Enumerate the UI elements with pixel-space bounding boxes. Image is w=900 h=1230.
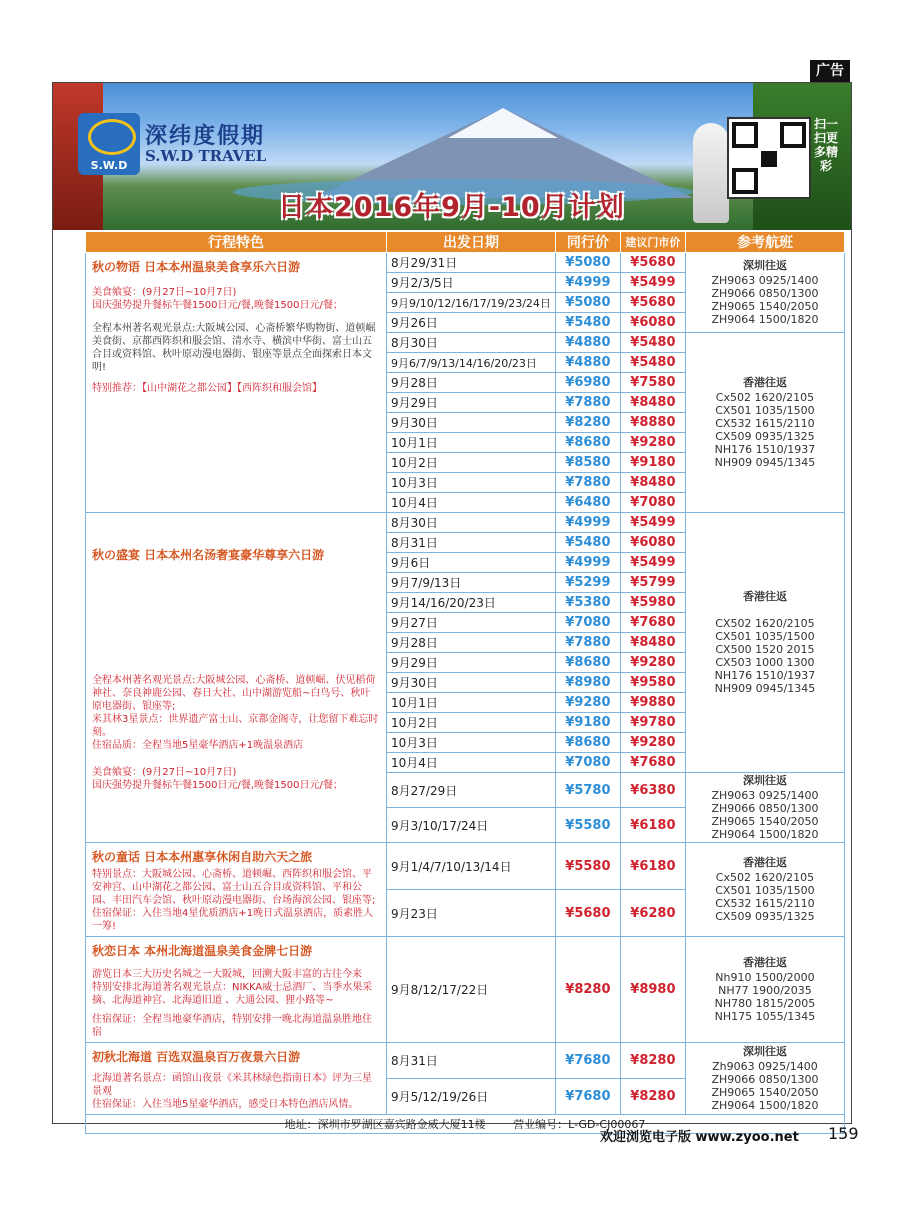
- market-price: ¥9780: [620, 713, 685, 733]
- departure-date: 8月31日: [387, 533, 556, 553]
- departure-date: 10月3日: [387, 473, 556, 493]
- flight-line: CX501 1035/1500: [715, 404, 815, 417]
- market-price: ¥9280: [620, 653, 685, 673]
- logo-ring-icon: [88, 119, 136, 155]
- flight-line: CX502 1620/2105: [715, 617, 815, 630]
- tour5-flights-sz: [685, 1043, 844, 1115]
- tour4-note: 住宿保证：全程当地豪华酒店，特别安排一晚北海道温泉胜地住宿: [92, 1014, 372, 1038]
- peer-price: ¥8680: [555, 433, 620, 453]
- market-price: ¥7680: [620, 613, 685, 633]
- tour4-features: [86, 937, 387, 1043]
- flight-route-head: 深圳往返: [742, 774, 787, 787]
- departure-date: 10月4日: [387, 493, 556, 513]
- departure-date: 9月6/7/9/13/14/16/20/23日: [387, 353, 556, 373]
- ad-label: 广告: [810, 60, 850, 82]
- tour2-flights-sz: [685, 773, 844, 843]
- header-date: 出发日期: [387, 232, 556, 253]
- tour4-note: 特别安排北海道著名观光景点：NIKKA威士忌酒厂、当季水果采摘、北海道神宫、北海道旧道 、大通公园、狸小路等~: [92, 982, 373, 1006]
- table-row: [86, 253, 845, 273]
- qr-code-icon[interactable]: [727, 117, 811, 199]
- peer-price: ¥7680: [555, 1079, 620, 1115]
- tour3-title: 秋の童话 日本本州惠享休闲自助六天之旅: [92, 850, 313, 864]
- header-market-price: 建议门市价: [620, 232, 685, 253]
- flight-route-head: 香港往返: [742, 956, 787, 969]
- peer-price: ¥5080: [555, 293, 620, 313]
- peer-price: ¥5580: [555, 843, 620, 890]
- peer-price: ¥4999: [555, 513, 620, 533]
- departure-date: 9月3/10/17/24日: [387, 808, 556, 843]
- flight-line: ZH9065 1540/2050: [711, 1086, 819, 1099]
- peer-price: ¥5299: [555, 573, 620, 593]
- departure-date: 9月9/10/12/16/17/19/23/24日: [387, 293, 556, 313]
- peer-price: ¥7880: [555, 633, 620, 653]
- snow-cap-image: [448, 108, 558, 138]
- peer-price: ¥4999: [555, 553, 620, 573]
- header-peer-price: 同行价: [555, 232, 620, 253]
- departure-date: 9月29日: [387, 653, 556, 673]
- flight-route-head: 深圳往返: [742, 259, 787, 272]
- flight-line: CX501 1035/1500: [715, 630, 815, 643]
- departure-date: 9月27日: [387, 613, 556, 633]
- departure-date: 9月28日: [387, 633, 556, 653]
- market-price: ¥5499: [620, 273, 685, 293]
- market-price: ¥7680: [620, 753, 685, 773]
- flight-line: NH176 1510/1937: [714, 669, 816, 682]
- tour2-note: 米其林3星景点：世界遗产富士山、京都金阁寺，让您留下难忘时刻。: [92, 714, 379, 738]
- departure-date: 9月2/3/5日: [387, 273, 556, 293]
- market-price: ¥8280: [620, 1079, 685, 1115]
- tour2-features: [86, 513, 387, 843]
- flight-line: NH77 1900/2035: [718, 984, 812, 997]
- flight-line: ZH9064 1500/1820: [711, 1099, 819, 1112]
- table-row: [86, 1043, 845, 1079]
- market-price: ¥6180: [620, 843, 685, 890]
- departure-date: 9月7/9/13日: [387, 573, 556, 593]
- peer-price: ¥8280: [555, 937, 620, 1043]
- market-price: ¥8480: [620, 473, 685, 493]
- market-price: ¥8980: [620, 937, 685, 1043]
- tour3-note: 住宿保证：入住当地4星优质酒店+1晚日式温泉酒店，质素胜人一筹!: [92, 908, 374, 932]
- market-price: ¥8280: [620, 1043, 685, 1079]
- tour4-note: 游览日本三大历史名城之一大阪城，回溯大阪丰富的古往今来: [92, 969, 362, 980]
- market-price: ¥6180: [620, 808, 685, 843]
- market-price: ¥8880: [620, 413, 685, 433]
- departure-date: 9月30日: [387, 413, 556, 433]
- market-price: ¥6280: [620, 890, 685, 937]
- market-price: ¥5499: [620, 513, 685, 533]
- market-price: ¥9880: [620, 693, 685, 713]
- departure-date: 10月2日: [387, 453, 556, 473]
- tour3-note: 特别景点：大阪城公园、心斋桥、道顿崛、西阵织和服会馆、平安神宫、山中湖花之都公园、富士山五合目或资料馆、平和公园、丰田汽车会馆、秋叶原动漫电器街、台场海滨公园、银座等;: [92, 869, 376, 906]
- departure-date: 9月26日: [387, 313, 556, 333]
- brand-name-cn: 深纬度假期: [145, 123, 266, 149]
- market-price: ¥9280: [620, 733, 685, 753]
- tour2-note: 住宿品质：全程当地5星豪华酒店+1晚温泉酒店: [92, 740, 304, 751]
- departure-date: 8月29/31日: [387, 253, 556, 273]
- departure-date: 9月23日: [387, 890, 556, 937]
- departure-date: 10月1日: [387, 433, 556, 453]
- table-row: [86, 843, 845, 890]
- peer-price: ¥7880: [555, 473, 620, 493]
- tour5-title: 初秋北海道 百选双温泉百万夜景六日游: [92, 1050, 301, 1064]
- market-price: ¥8480: [620, 393, 685, 413]
- peer-price: ¥9280: [555, 693, 620, 713]
- flight-line: NH780 1815/2005: [714, 997, 816, 1010]
- header-feature: 行程特色: [86, 232, 387, 253]
- flight-line: ZH9065 1540/2050: [711, 300, 819, 313]
- tour1-flights-hk: [685, 333, 844, 513]
- market-price: ¥5799: [620, 573, 685, 593]
- page-number: 159: [828, 1124, 859, 1143]
- peer-price: ¥6480: [555, 493, 620, 513]
- departure-date: 8月30日: [387, 513, 556, 533]
- footer-address: 地址：深圳市罗湖区嘉宾路金威大厦11楼: [284, 1118, 486, 1131]
- peer-price: ¥7080: [555, 753, 620, 773]
- tour1-title: 秋の物语 日本本州温泉美食享乐六日游: [92, 260, 301, 274]
- flight-line: NH909 0945/1345: [714, 456, 816, 469]
- flight-line: ZH9066 0850/1300: [711, 802, 819, 815]
- market-price: ¥5980: [620, 593, 685, 613]
- departure-date: 10月3日: [387, 733, 556, 753]
- market-price: ¥9180: [620, 453, 685, 473]
- departure-date: 10月4日: [387, 753, 556, 773]
- market-price: ¥5680: [620, 253, 685, 273]
- itinerary-table: [85, 231, 845, 1134]
- departure-date: 8月27/29日: [387, 773, 556, 808]
- tour1-note: 全程本州著名观光景点:大阪城公园、心斋桥繁华购物街、道顿崛美食街、京都西阵织和服会馆、清水寺、横滨中华街、富士山五合目或资料馆、秋叶原动漫电器街、银座等景点全面探索日本文明!: [92, 323, 376, 373]
- market-price: ¥5680: [620, 293, 685, 313]
- departure-date: 9月1/4/7/10/13/14日: [387, 843, 556, 890]
- market-price: ¥5480: [620, 353, 685, 373]
- flight-line: Nh910 1500/2000: [715, 971, 815, 984]
- departure-date: 9月8/12/17/22日: [387, 937, 556, 1043]
- market-price: ¥5480: [620, 333, 685, 353]
- departure-date: 8月30日: [387, 333, 556, 353]
- peer-price: ¥7680: [555, 1043, 620, 1079]
- flight-line: NH909 0945/1345: [714, 682, 816, 695]
- tour2-note: 美食飨宴：(9月27日~10月7日): [92, 767, 237, 778]
- market-price: ¥9280: [620, 433, 685, 453]
- flight-line: CX509 0935/1325: [715, 910, 815, 923]
- peer-price: ¥6980: [555, 373, 620, 393]
- departure-date: 9月28日: [387, 373, 556, 393]
- tour2-note: 全程本州著名观光景点:大阪城公园、心斋桥、道顿崛、伏见稻荷神社、奈良神鹿公园、春日大社、山中湖游览船~白鸟号、秋叶原电器街、银座等;: [92, 675, 376, 712]
- flight-line: CX501 1035/1500: [715, 884, 815, 897]
- qr-hint: 扫一扫更多精彩: [813, 117, 838, 173]
- peer-price: ¥4880: [555, 333, 620, 353]
- flight-line: ZH9063 0925/1400: [711, 274, 819, 287]
- tour1-note: 特别推荐：【山中湖花之都公园】【西阵织和服会馆】: [92, 383, 322, 394]
- tour2-title: 秋の盛宴 日本本州名汤奢宴豪华尊享六日游: [92, 548, 325, 562]
- flight-line: Cx502 1620/2105: [715, 391, 815, 404]
- market-price: ¥5499: [620, 553, 685, 573]
- flight-line: ZH9064 1500/1820: [711, 313, 819, 326]
- tour5-note: 住宿保证：入住当地5星豪华酒店，感受日本特色酒店风情。: [92, 1099, 359, 1110]
- peer-price: ¥5580: [555, 808, 620, 843]
- peer-price: ¥5480: [555, 533, 620, 553]
- departure-date: 9月29日: [387, 393, 556, 413]
- peer-price: ¥7080: [555, 613, 620, 633]
- market-price: ¥6380: [620, 773, 685, 808]
- flight-line: ZH9066 0850/1300: [711, 287, 819, 300]
- tour4-flights-hk: [685, 937, 844, 1043]
- departure-date: 10月2日: [387, 713, 556, 733]
- flight-line: CX503 1000 1300: [715, 656, 815, 669]
- peer-price: ¥8280: [555, 413, 620, 433]
- footer-license: 营业编号：L-GD-CJ00067: [513, 1118, 646, 1131]
- peer-price: ¥5080: [555, 253, 620, 273]
- market-price: ¥8480: [620, 633, 685, 653]
- tour3-features: [86, 843, 387, 937]
- flight-line: NH176 1510/1937: [714, 443, 816, 456]
- departure-date: 9月6日: [387, 553, 556, 573]
- peer-price: ¥5380: [555, 593, 620, 613]
- flight-line: CX509 0935/1325: [715, 430, 815, 443]
- flight-line: ZH9064 1500/1820: [711, 828, 819, 841]
- peer-price: ¥9180: [555, 713, 620, 733]
- tour3-flights-hk: [685, 843, 844, 937]
- flight-line: ZH9066 0850/1300: [711, 1073, 819, 1086]
- brand-name-en: S.W.D TRAVEL: [145, 147, 267, 165]
- peer-price: ¥5680: [555, 890, 620, 937]
- hero-banner: [53, 83, 851, 230]
- market-price: ¥7580: [620, 373, 685, 393]
- welcome-text: 欢迎浏览电子版 www.zyoo.net: [600, 1130, 799, 1145]
- departure-date: 10月1日: [387, 693, 556, 713]
- flight-line: CX532 1615/2110: [715, 417, 815, 430]
- departure-date: 9月5/12/19/26日: [387, 1079, 556, 1115]
- tour1-note: 国庆强势提升餐标午餐1500日元/餐,晚餐1500日元/餐；: [92, 300, 343, 311]
- peer-price: ¥8680: [555, 733, 620, 753]
- flight-route-head: 香港往返: [742, 590, 787, 603]
- peer-price: ¥8680: [555, 653, 620, 673]
- flight-route-head: 香港往返: [742, 376, 787, 389]
- table-row: [86, 513, 845, 533]
- market-price: ¥9580: [620, 673, 685, 693]
- flight-route-head: 香港往返: [742, 856, 787, 869]
- peer-price: ¥7880: [555, 393, 620, 413]
- flight-line: ZH9063 0925/1400: [711, 789, 819, 802]
- flight-line: ZH9065 1540/2050: [711, 815, 819, 828]
- peer-price: ¥8580: [555, 453, 620, 473]
- tour2-note: 国庆强势提升餐标午餐1500日元/餐,晚餐1500日元/餐；: [92, 780, 343, 791]
- tour2-flights-hk: [685, 513, 844, 773]
- tour1-features: [86, 253, 387, 513]
- peer-price: ¥5480: [555, 313, 620, 333]
- table-header: [86, 232, 845, 253]
- market-price: ¥6080: [620, 313, 685, 333]
- peer-price: ¥4999: [555, 273, 620, 293]
- peer-price: ¥8980: [555, 673, 620, 693]
- flight-line: NH175 1055/1345: [714, 1010, 816, 1023]
- stupa-image: [693, 123, 729, 223]
- flight-line: Cx502 1620/2105: [715, 871, 815, 884]
- table-row: [86, 937, 845, 1043]
- market-price: ¥7080: [620, 493, 685, 513]
- departure-date: 9月30日: [387, 673, 556, 693]
- flight-line: Zh9063 0925/1400: [712, 1060, 818, 1073]
- header-flight: 参考航班: [685, 232, 844, 253]
- logo-text: S.W.D: [90, 159, 128, 172]
- departure-date: 9月14/16/20/23日: [387, 593, 556, 613]
- flight-line: CX500 1520 2015: [715, 643, 815, 656]
- ad-frame: [52, 82, 852, 1131]
- peer-price: ¥5780: [555, 773, 620, 808]
- page-title: 日本2016年9月-10月计划: [278, 192, 625, 223]
- tour1-flights-sz: [685, 253, 844, 333]
- tour5-features: [86, 1043, 387, 1115]
- peer-price: ¥4880: [555, 353, 620, 373]
- flight-route-head: 深圳往返: [742, 1045, 787, 1058]
- tour5-note: 北海道著名景点：函馆山夜景《米其林绿色指南日本》评为三星景观: [92, 1073, 372, 1097]
- flight-line: CX532 1615/2110: [715, 897, 815, 910]
- departure-date: 8月31日: [387, 1043, 556, 1079]
- market-price: ¥6080: [620, 533, 685, 553]
- tour4-title: 秋恋日本 本州北海道温泉美食金牌七日游: [92, 944, 313, 958]
- tour1-note: 美食飨宴：(9月27日~10月7日): [92, 287, 237, 298]
